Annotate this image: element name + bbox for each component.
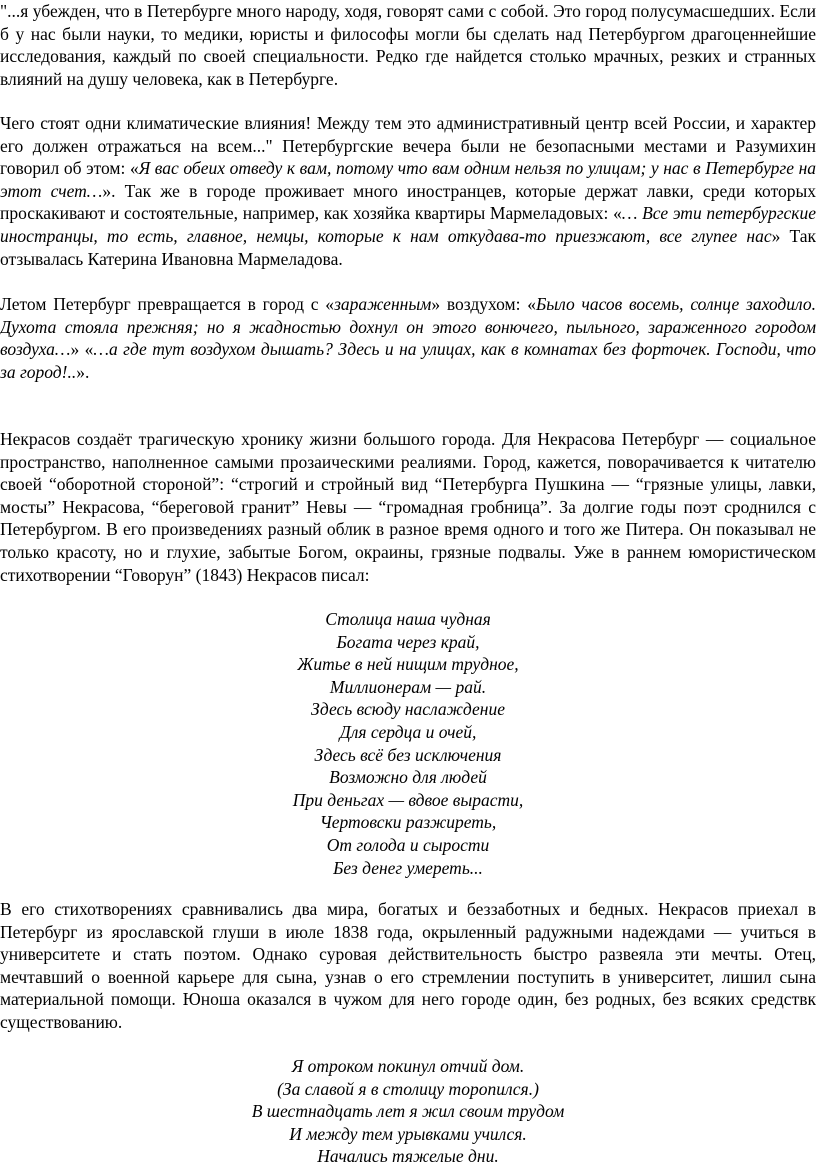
paragraph-climate [0, 112, 816, 270]
paragraph-two-worlds: В его стихотворениях сравнивались два мира, богатых и беззаботных и бедных. Некрасов приехал в Петербург из ярославской глуши в июле 1838 года, окрыленный радужными надеждами — учиться в университете и стать поэтом. Однако суровая действительность быстро развеяла эти мечты. Отец, мечтавший о военной карьере для сына, узнав о его стремлении поступить в университет, лишил сына материальной помощи. Юноша оказался в чужом для него городе один, без родных, без всяких средствк существованию. [0, 899, 816, 1032]
poem-line: И между тем урывками учился. [289, 1123, 527, 1144]
paragraph-text: ». Так же в городе проживает много иностранцев, которые держат лавки, среди которых проскакивают и состоятельные, например, как хозяйка квартиры Мармеладовых: « [0, 180, 816, 224]
poem-line: Для сердца и очей, [339, 721, 477, 742]
poem-line: От голода и сырости [326, 834, 490, 855]
paragraph-text: » Так отзывалась Катерина Ивановна Мармеладова. [0, 225, 816, 269]
poem-line: Житье в ней нищим трудное, [297, 654, 519, 675]
italic-quote: … Все эти петербургские иностранцы, то есть, главное, немцы, которые к нам откудава-то приезжают, все глупее нас [0, 203, 816, 246]
italic-quote: зараженным [334, 294, 432, 314]
poem-line: При деньгах — вдвое вырасти, [292, 789, 524, 810]
poem-line: Без денег умереть... [333, 857, 483, 878]
paragraph-intro-quote: "...я убежден, что в Петербурге много народу, ходя, говорят сами с собой. Это город полусумасшедших. Если б у нас были науки, то медики, юристы и философы могли бы сделать над Петербургом драгоценнейшие исследования, каждый по своей специальности. Редко где найдется столько мрачных, резких и странных влияний на душу человека, как в Петербурге. [0, 1, 816, 89]
italic-quote: Я вас обеих отведу к вам, потому что вам одним нельзя по улицам; у нас в Петербурге на этот счет… [0, 158, 816, 201]
poem-line: Здесь всюду наслаждение [311, 699, 505, 720]
poem-line: Столица наша чудная [325, 609, 491, 629]
paragraph-text: » « [70, 339, 94, 360]
poem-line: Начались тяжелые дни. [317, 1146, 499, 1167]
poem-line: Богата через край, [336, 631, 480, 652]
paragraph-summer [0, 293, 816, 383]
paragraph-nekrasov: Некрасов создаёт трагическую хронику жизни большого города. Для Некрасова Петербург — социальное пространство, наполненное самыми прозаическими реалиями. Город, кажется, поворачивается к читателю своей “оборотной стороной”: “строгий и стройный вид “Петербурга Пушкина — “грязные улицы, лавки, мосты” Некрасова, “береговой гранит” Невы — “громадная гробница”. За долгие годы поэт сроднился с Петербургом. В его произведениях разный облик в разное время одного и того же Питера. Он показывал не только красоту, но и глухие, забытые Богом, окраины, грязные подвалы. Уже в раннем юмористическом стихотворении “Говорун” (1843) Некрасов писал: [0, 429, 816, 585]
paragraph-text: Чего стоят одни климатические влияния! Между тем это административный центр всей России, и характер его должен отражаться на всем..." Петербургские вечера были не безопасными местами и Разумихин говорил об этом: « [0, 113, 816, 179]
italic-quote: …а где тут воздухом дышать? Здесь и на улицах, как в комнатах без форточек. Господи, что за город!.. [0, 339, 816, 382]
poem-line: Чертовски разжиреть, [319, 812, 497, 833]
poem-line: Миллионерам — рай. [329, 676, 487, 697]
poem-line: Здесь всё без исключения [314, 744, 502, 765]
poem-otrokom [0, 1055, 816, 1168]
poem-line: (За славой я в столицу торопился.) [277, 1078, 539, 1099]
poem-line: Я отроком покинул отчий дом. [291, 1056, 525, 1076]
italic-quote: Было часов восемь, солнце заходило. Духота стояла прежняя; но я жадностью дохнул он этого вонючего, пыльного, зараженного городом воздуха… [0, 294, 816, 360]
poem-line: Возможно для людей [329, 767, 487, 788]
paragraph-text: Летом Петербург превращается в город с « [0, 294, 335, 314]
poem-line: В шестнадцать лет я жил своим трудом [251, 1101, 565, 1122]
paragraph-text: ». [76, 361, 90, 382]
poem-govorun [0, 608, 816, 879]
paragraph-text: » воздухом: « [431, 294, 536, 314]
